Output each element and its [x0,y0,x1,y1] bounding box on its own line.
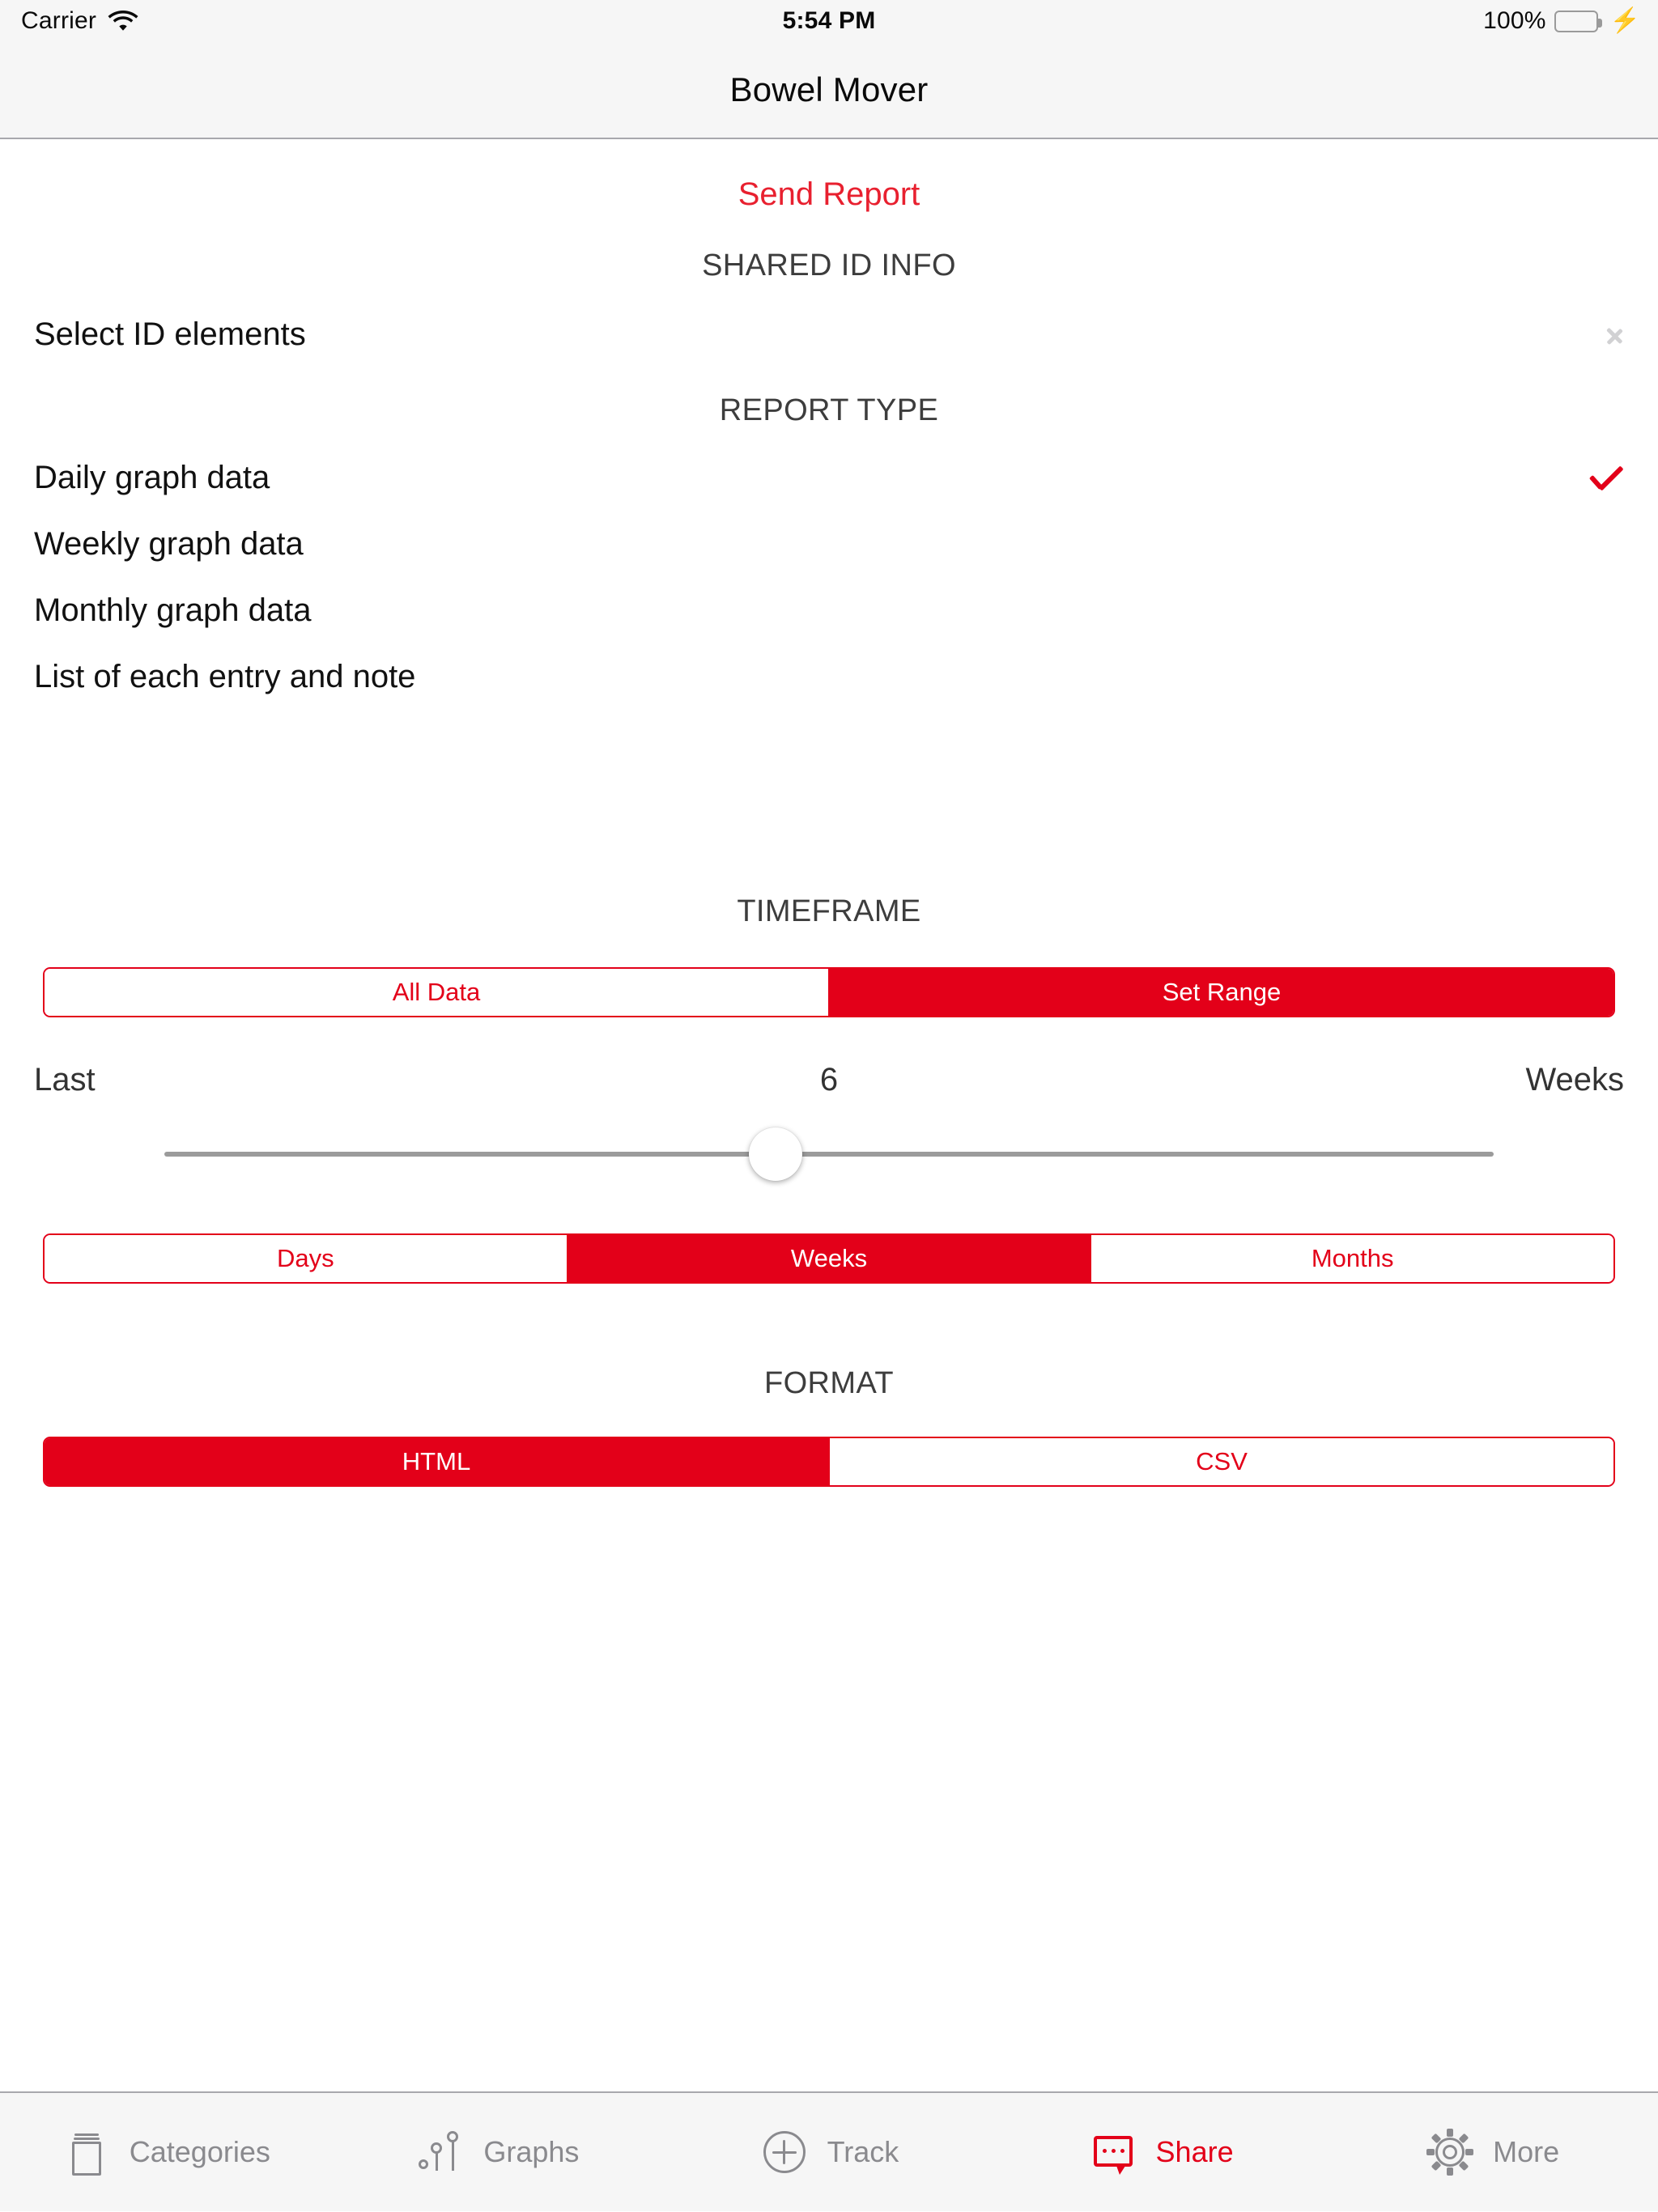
tab-share[interactable] [995,2092,1327,2212]
status-bar-center [0,0,1658,42]
main-content [0,141,1658,702]
segment-days[interactable]: Days [45,1235,568,1282]
speech-bubble-icon [1088,2127,1138,2177]
speech-bubble-dot-3 [1120,2149,1124,2153]
graphs-icon [415,2127,466,2177]
timeframe-section-header-wrap [0,894,1658,929]
report-type-section-header: REPORT TYPE [719,393,939,427]
clock-label: 5:54 PM [782,7,876,34]
select-id-elements-label: Select ID elements [34,316,306,352]
segment-html[interactable]: HTML [45,1438,830,1485]
tab-label-graphs: Graphs [483,2135,580,2168]
slider-thumb[interactable] [749,1127,802,1181]
gear-tooth [1465,2149,1473,2155]
speech-bubble-dot-1 [1103,2149,1107,2153]
graphs-dot-1 [419,2159,428,2169]
range-labels-row [0,1062,1658,1098]
chevron-right-icon [1606,319,1624,350]
format-section-header: FORMAT [763,1366,894,1400]
report-type-label: Monthly graph data [34,592,312,628]
gear-icon [1425,2127,1475,2177]
checkmark-icon [1587,459,1624,496]
battery-cap [1598,19,1602,28]
segment-all-data[interactable]: All Data [45,969,830,1016]
report-type-label: Weekly graph data [34,525,304,562]
status-bar [0,0,1658,42]
range-value-label: 6 [819,1062,839,1098]
carrier-label: Carrier [21,7,97,34]
range-slider[interactable] [0,1121,1658,1186]
range-unit-label: Weeks [1525,1062,1625,1098]
tab-label-more: More [1493,2135,1560,2168]
plus-vertical [783,2140,785,2164]
tab-bar [0,2091,1658,2211]
segment-set-range[interactable]: Set Range [830,969,1613,1016]
speech-bubble-tail [1116,2163,1127,2175]
gear-tooth [1426,2149,1435,2155]
timeframe-unit-segmented-control[interactable] [43,1233,1615,1284]
gear-tooth [1447,2129,1453,2137]
speech-bubble-dot-2 [1112,2149,1116,2153]
tab-categories[interactable] [0,2092,332,2212]
select-id-elements-row[interactable] [0,309,1658,359]
report-type-label: Daily graph data [34,459,270,495]
battery-full-icon [1554,11,1598,32]
categories-icon [62,2127,112,2177]
segment-months[interactable]: Months [1091,1235,1613,1282]
page-title: Bowel Mover [729,70,929,108]
segment-csv[interactable]: CSV [830,1438,1613,1485]
tab-label-categories: Categories [129,2135,270,2168]
graphs-dot-2 [431,2142,442,2154]
tab-track[interactable] [663,2092,995,2212]
tab-graphs[interactable] [332,2092,664,2212]
tab-label-track: Track [827,2135,899,2168]
format-segmented-control[interactable] [43,1437,1615,1487]
report-type-option-daily[interactable] [0,452,1658,503]
timeframe-mode-segmented-control[interactable] [43,967,1615,1017]
lightning-bolt-icon: ⚡ [1609,7,1640,34]
categories-line-mid [74,2138,100,2140]
send-report-button[interactable]: Send Report [738,176,920,212]
slider-track[interactable] [164,1152,1494,1157]
format-section-header-wrap [0,1366,1658,1401]
gear-tooth [1447,2167,1453,2176]
report-type-option-monthly[interactable] [0,585,1658,635]
shared-id-section-header: SHARED ID INFO [702,248,956,282]
graphs-stem-3 [452,2140,454,2171]
graphs-dot-3 [447,2131,458,2142]
plus-circle-icon [759,2127,810,2177]
graphs-stem-2 [436,2151,438,2171]
tab-label-share: Share [1155,2135,1234,2168]
navigation-bar [0,42,1658,139]
categories-line-top [74,2133,99,2136]
tab-more[interactable] [1326,2092,1658,2212]
segment-weeks[interactable]: Weeks [568,1235,1092,1282]
battery-percent-label: 100% [1483,7,1546,34]
report-type-label: List of each entry and note [34,658,416,694]
report-type-option-weekly[interactable] [0,519,1658,569]
report-type-option-list[interactable] [0,652,1658,702]
timeframe-section-header: TIMEFRAME [737,894,921,928]
categories-card [72,2142,101,2176]
range-prefix-label: Last [34,1062,96,1098]
status-bar-right [1483,0,1640,42]
